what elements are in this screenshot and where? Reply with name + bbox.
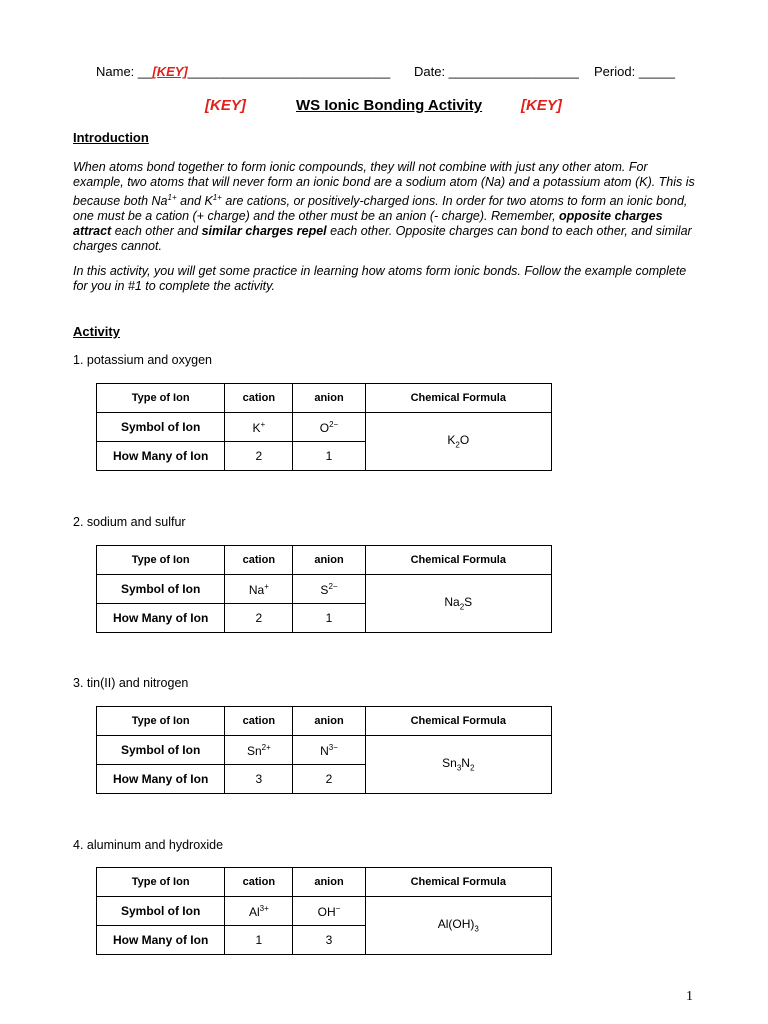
introduction-paragraph-1: When atoms bond together to form ionic compounds, they will not combine with just any other atom. For example, two atoms that will never form an ionic bond are a sodium atom (Na) and a potassium atom (K). This is because both $Na^{1+}$ and $K^{1+}$ are cations, or positively-charged ions. In order for two atoms to form an ionic bond, one must be a cation (+ charge) and the other must be an anion (- charge). Remember, opposite charges attract each other and similar charges repel each other. Opposite charges can bond to each other, and similar charges cannot. [73,160,695,254]
header-cation: cation [225,868,293,897]
cation-count: 2 [225,442,293,471]
cation-count: 3 [225,765,293,794]
ion-table [96,867,552,955]
name-field [96,64,390,79]
chemical-formula: $Na_2S$ [365,575,551,633]
activity-heading: Activity [73,324,120,339]
name-key-value: [KEY] [152,64,188,79]
anion-symbol: $N^{3-}$ [293,736,365,765]
header-type-of-ion: Type of Ion [97,546,225,575]
title-key-right: [KEY] [521,97,562,114]
row-label-symbol: Symbol of Ion [97,413,225,442]
chemical-formula: $Al(OH)_3$ [365,897,551,955]
cation-symbol: K+ [225,413,293,442]
date-field: Date: __________________ [414,64,579,79]
row-label-count: How Many of Ion [97,442,225,471]
question-label: 3. tin(II) and nitrogen [73,676,189,690]
ion-table [96,383,552,471]
question-label: 2. sodium and sulfur [73,515,186,529]
title-key-left: [KEY] [205,97,246,114]
cation-count: 2 [225,604,293,633]
introduction-heading: Introduction [73,130,149,145]
anion-count: 3 [293,926,365,955]
anion-symbol: $S^{2-}$ [293,575,365,604]
anion-symbol: OH− [293,897,365,926]
chemical-formula: $K_2O$ [365,413,551,471]
header-chemical-formula: Chemical Formula [365,868,551,897]
row-label-symbol: Symbol of Ion [97,575,225,604]
header-type-of-ion: Type of Ion [97,384,225,413]
period-field: Period: _____ [594,64,675,79]
row-label-count: How Many of Ion [97,765,225,794]
row-label-symbol: Symbol of Ion [97,897,225,926]
cation-count: 1 [225,926,293,955]
cation-symbol: $Sn^{2+}$ [225,736,293,765]
header-cation: cation [225,384,293,413]
row-label-count: How Many of Ion [97,604,225,633]
cation-symbol: $Al^{3+}$ [225,897,293,926]
anion-count: 2 [293,765,365,794]
anion-symbol: $O^{2-}$ [293,413,365,442]
introduction-paragraph-2: In this activity, you will get some practice in learning how atoms form ionic bonds. Follow the example complete for you in #1 to complete the activity. [73,264,687,293]
header-cation: cation [225,707,293,736]
header-chemical-formula: Chemical Formula [365,707,551,736]
question-label: 1. potassium and oxygen [73,353,212,367]
header-chemical-formula: Chemical Formula [365,384,551,413]
cation-symbol: Na+ [225,575,293,604]
page-number: 1 [686,989,693,1004]
anion-count: 1 [293,442,365,471]
name-blank: ____________________________ [187,64,391,79]
header-type-of-ion: Type of Ion [97,707,225,736]
row-label-symbol: Symbol of Ion [97,736,225,765]
header-anion: anion [293,384,365,413]
ion-table [96,545,552,633]
chemical-formula: $Sn_3N_2$ [365,736,551,794]
question-label: 4. aluminum and hydroxide [73,838,224,852]
header-cation: cation [225,546,293,575]
header-anion: anion [293,868,365,897]
ion-table [96,706,552,794]
page-title: WS Ionic Bonding Activity [296,97,483,114]
header-type-of-ion: Type of Ion [97,868,225,897]
header-anion: anion [293,546,365,575]
name-label: Name: __ [96,64,153,79]
header-chemical-formula: Chemical Formula [365,546,551,575]
header-anion: anion [293,707,365,736]
anion-count: 1 [293,604,365,633]
row-label-count: How Many of Ion [97,926,225,955]
